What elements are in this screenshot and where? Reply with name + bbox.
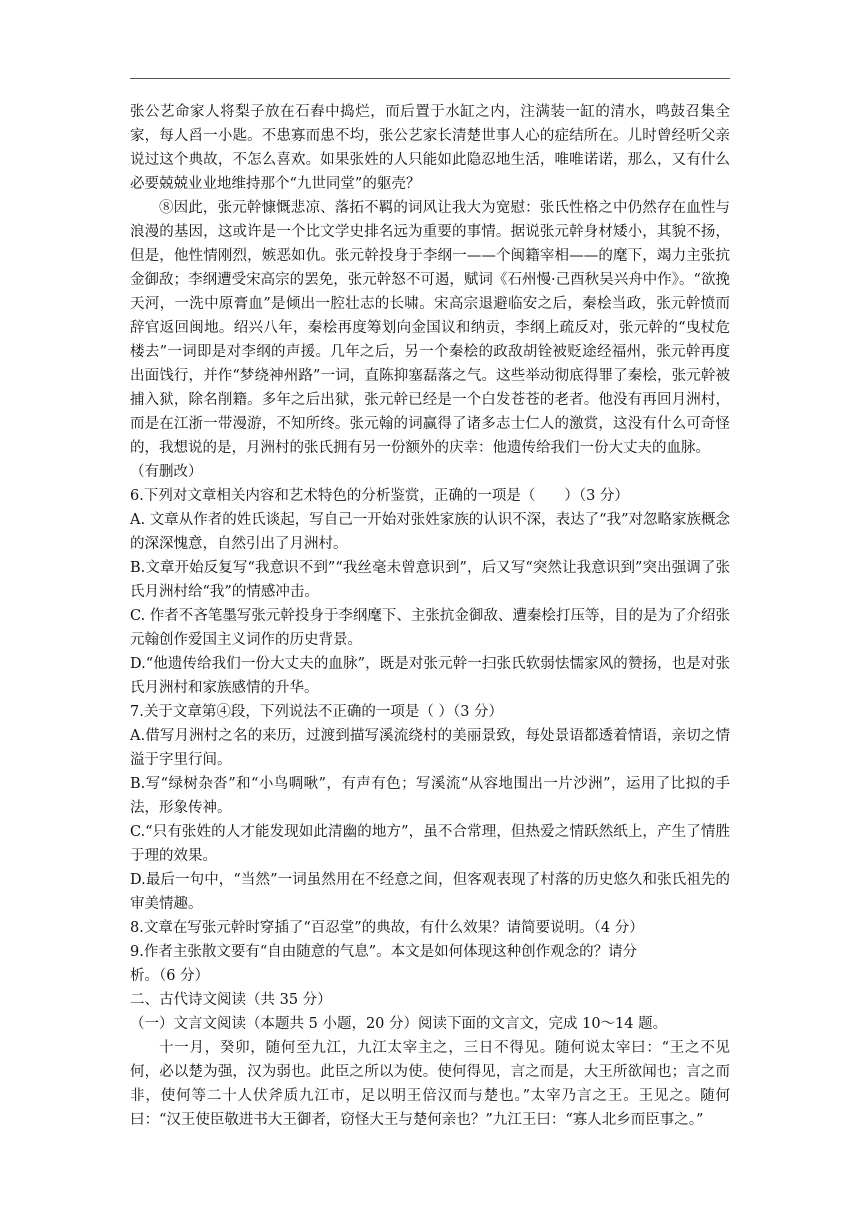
question-6-option-a: A. 文章从作者的姓氏谈起，写自己一开始对张姓家族的认识不深，表达了“我”对忽略家族概念的深深愧意，自然引出了月洲村。: [130, 512, 731, 552]
passage-paragraph-8: ⑧因此，张元幹慷慨悲凉、落拓不羁的词风让我大为宽慰：张氏性格之中仍然存在血性与浪漫的基因，这或许是一个比文学史排名远为重要的事情。据说张元幹身材矮小，其貌不扬，但是，他性情刚烈，嫉恶如仇。张元幹投身于李纲一——个闽籍宰相——的麾下，竭力主张抗金御敌；李纲遭受宋高宗的罢免，张元幹怒不可遏，赋词《石州慢·己酉秋吴兴舟中作》。“欲挽天河，一洗中原膏血”是倾出一腔壮志的长啸。宋高宗退避临安之后，秦桧当政，张元幹愤而辞官返回闽地。绍兴八年，秦桧再度筹划向金国议和纳贡，李纲上疏反对，张元幹的“曳杖危楼去”一词即是对李纲的声援。几年之后，另一个秦桧的政敌胡铨被贬途经福州，张元幹再度出面饯行，并作“梦绕神州路”一词，直陈抑塞磊落之气。这些举动彻底得罪了秦桧，张元幹被捕入狱，除名削籍。多年之后出狱，张元幹已经是一个白发苍苍的老者。他没有再回月洲村，而是在江浙一带漫游，不知所终。张元翰的词赢得了诸多志士仁人的激赏，这没有什么可奇怪的，我想说的是，月洲村的张氏拥有另一份额外的庆幸：他遗传给我们一份大丈夫的血脉。: [130, 200, 730, 456]
question-9-line-1: 9.作者主张散文要有“自由随意的气息”。本文是如何体现这种创作观念的？请分: [130, 944, 638, 960]
question-6-option-b: B.文章开始反复写“我意识不到”“我丝毫未曾意识到”，后又写“突然让我意识到”突出强调了张氏月洲村给“我”的情感冲击。: [130, 560, 730, 600]
question-7-option-c: C.“只有张姓的人才能发现如此清幽的地方”，虽不合常理，但热爱之情跃然纸上，产生了情胜于理的效果。: [130, 824, 730, 864]
document-body: [130, 100, 730, 1132]
question-9-line-2: 析。（6 分）: [130, 968, 210, 984]
header-rule: [130, 78, 730, 79]
section-2-subheading: （一）文言文阅读（本题共 5 小题，20 分）阅读下面的文言文，完成 10～14 题。: [130, 1016, 668, 1032]
question-8: 8.文章在写张元幹时穿插了“百忍堂”的典故，有什么效果？请简要说明。（4 分）: [130, 920, 644, 936]
question-7-option-d: D.最后一句中，“当然”一词虽然用在不经意之间，但客观表现了村落的历史悠久和张氏祖先的审美情趣。: [130, 872, 730, 912]
question-7-stem: 7.关于文章第④段，下列说法不正确的一项是（ ）（3 分）: [130, 704, 504, 720]
question-6-option-d: D.“他遗传给我们一份大丈夫的血脉”，既是对张元幹一扫张氏软弱怯懦家风的赞扬，也是对张氏月洲村和家族感情的升华。: [130, 656, 730, 696]
question-6-stem: 6.下列对文章相关内容和艺术特色的分析鉴赏，正确的一项是（ ）（3 分）: [130, 488, 629, 504]
classical-passage: 十一月，癸卯，随何至九江，九江太宰主之，三日不得见。随何说太宰曰：“王之不见何，必以楚为强，汉为弱也。此臣之所以为使。使何得见，言之而是，大王所欲闻也；言之而非，使何等二十人伏斧质九江市，足以明王倍汉而与楚也。”太宰乃言之王。王见之。随何曰：“汉王使臣敬进书大王御者，窃怪大王与楚何亲也？”九江王曰：“寡人北乡而臣事之。”: [130, 1040, 730, 1128]
source-note: （有删改）: [130, 464, 203, 480]
passage-paragraph-7-end: 张公艺命家人将梨子放在石舂中捣烂，而后置于水缸之内，注满装一缸的清水，鸣鼓召集全家，每人舀一小匙。不患寡而患不均，张公艺家长清楚世事人心的症结所在。儿时曾经听父亲说过这个典故，不怎么喜欢。如果张姓的人只能如此隐忍地生活，唯唯诺诺，那么，又有什么必要兢兢业业地维持那个“九世同堂”的躯壳？: [130, 104, 730, 192]
question-6-option-c: C. 作者不吝笔墨写张元幹投身于李纲麾下、主张抗金御敌、遭秦桧打压等，目的是为了介绍张元翰创作爱国主义词作的历史背景。: [130, 608, 730, 648]
section-2-heading: 二、古代诗文阅读（共 35 分）: [130, 992, 332, 1008]
question-7-option-a: A.借写月洲村之名的来历，过渡到描写溪流绕村的美丽景致，每处景语都透着情语，亲切之情溢于字里行间。: [130, 728, 730, 768]
question-7-option-b: B.写“绿树杂沓”和“小鸟啁啾”，有声有色；写溪流“从容地围出一片沙洲”，运用了比拟的手法，形象传神。: [130, 776, 730, 816]
